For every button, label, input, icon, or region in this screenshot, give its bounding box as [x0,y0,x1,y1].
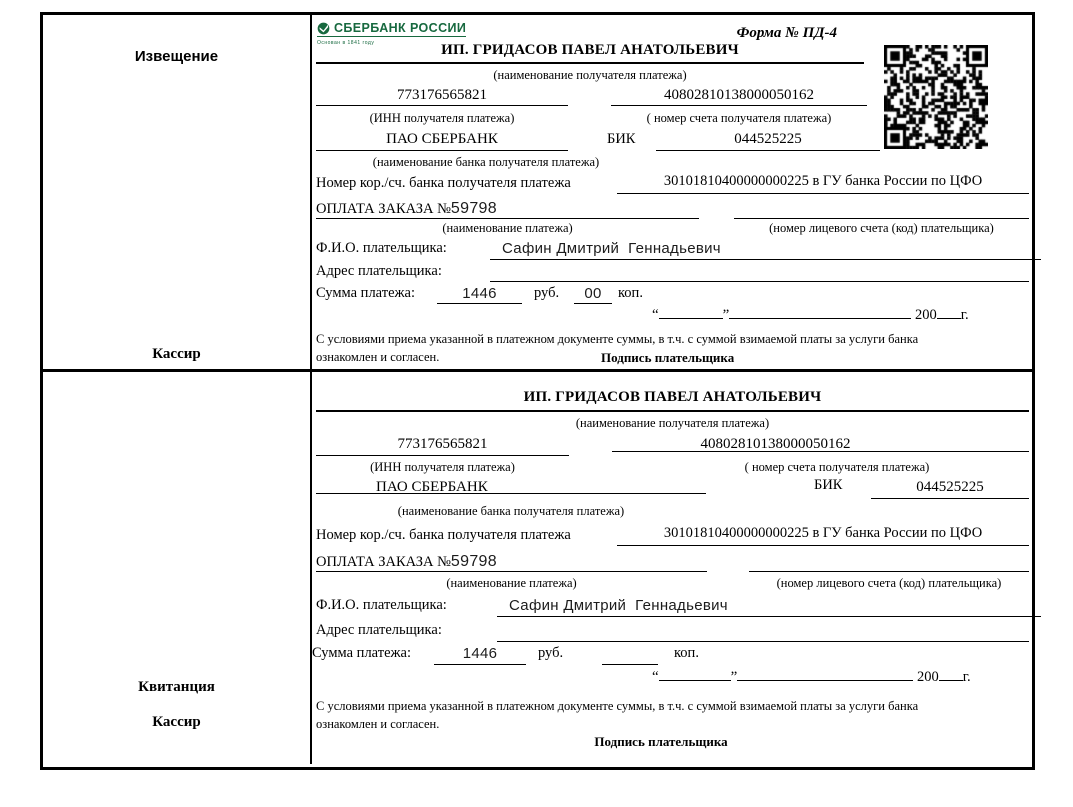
payer-address-field[interactable] [490,263,1029,282]
account-caption: ( номер счета получателя платежа) [744,460,930,474]
terms-line2: ознакомлен и согласен. [316,717,440,731]
recipient-caption: (наименование получателя платежа) [493,68,687,82]
close-quote: ” [722,307,730,323]
kop-label: коп. [618,285,643,301]
payer-signature-label: Подпись плательщика [594,734,728,749]
cashier-label-2: Кассир [152,714,201,730]
inn-caption: (ИНН получателя платежа) [370,460,515,474]
date-month-blank[interactable] [729,305,911,319]
payer-account-underline [734,218,1029,219]
bank-caption: (наименование банка получателя платежа) [372,155,600,169]
sum-kop-field[interactable]: 00 [574,285,612,304]
bik-field[interactable]: 044525225 [871,479,1029,499]
corr-account-field[interactable]: 30101810400000000225 в ГУ банка России по ЦФО [617,173,1029,194]
recipient-name: ИП. ГРИДАСОВ ПАВЕЛ АНАТОЛЬЕВИЧ [316,389,1029,412]
receipt-side-label: Квитанция [138,679,215,695]
year-blank[interactable] [939,667,963,681]
account-field[interactable]: 40802810138000050162 [611,87,867,106]
year-prefix: 200 [916,669,939,685]
bank-name-field[interactable]: ПАО СБЕРБАНК [316,479,706,494]
payer-account-caption: (номер лицевого счета (код) плательщика) [769,221,994,235]
sum-label: Сумма платежа: [316,285,415,301]
payment-purpose [316,200,497,218]
account-field[interactable]: 40802810138000050162 [612,436,1029,452]
payer-account-caption: (номер лицевого счета (код) плательщика) [776,576,1002,590]
year-suffix: г. [960,307,969,323]
sum-label: Сумма платежа: [312,645,411,661]
order-number[interactable]: 59798 [450,553,497,570]
kop-label: коп. [674,645,699,661]
sberbank-logo-text: СБЕРБАНК РОССИИ [334,21,467,35]
date-day-blank[interactable] [659,305,723,319]
close-quote: ” [730,669,738,685]
payment-purpose [316,553,497,571]
terms-block [316,697,1022,733]
cashier-label: Кассир [152,346,201,362]
open-quote: “ [652,307,659,323]
sberbank-logo-tagline: Основан в 1841 году [317,40,375,46]
recipient-caption: (наименование получателя платежа) [575,416,770,430]
sberbank-circle-icon [317,22,330,35]
terms-line1: С условиями приема указанной в платежном документе суммы, в т.ч. с суммой взимаемой платы за услуги банка [316,699,919,713]
terms-line1: С условиями приема указанной в платежном документе суммы, в т.ч. с суммой взимаемой платы за услуги банка [316,332,919,346]
receipt-side-column [43,372,312,764]
notice-form-area [312,15,1032,369]
bank-name-field[interactable]: ПАО СБЕРБАНК [316,131,568,151]
payment-qr-code [884,45,988,149]
payer-address-label: Адрес плательщика: [316,622,442,638]
inn-field[interactable]: 773176565821 [316,436,569,456]
bik-label: БИК [814,477,843,493]
notice-side-column [43,15,312,369]
sum-kop-field[interactable] [602,645,658,665]
form-number-label: Форма № ПД-4 [736,25,837,41]
payer-name-label: Ф.И.О. плательщика: [316,240,447,256]
bik-label: БИК [607,131,636,147]
date-line [652,667,1030,686]
bik-field[interactable]: 044525225 [656,131,880,151]
recipient-name: ИП. ГРИДАСОВ ПАВЕЛ АНАТОЛЬЕВИЧ [316,42,864,64]
order-label: ОПЛАТА ЗАКАЗА № [316,201,451,217]
payment-name-caption: (наименование платежа) [442,221,573,235]
corr-account-label: Номер кор./сч. банка получателя платежа [316,175,571,191]
rub-label: руб. [534,285,560,301]
year-prefix: 200 [914,307,937,323]
terms-line2: ознакомлен и согласен. [316,350,440,364]
date-line [652,305,1030,324]
sum-rub-field[interactable]: 1446 [434,645,526,665]
date-day-blank[interactable] [659,667,731,681]
payer-address-label: Адрес плательщика: [316,263,442,279]
payer-account-underline [749,571,1029,572]
corr-account-label: Номер кор./сч. банка получателя платежа [316,527,571,543]
notice-section [43,15,1032,372]
bank-caption: (наименование банка получателя платежа) [397,504,625,518]
corr-account-field[interactable]: 30101810400000000225 в ГУ банка России по ЦФО [617,525,1029,546]
rub-label: руб. [538,645,564,661]
payer-name-field[interactable]: Сафин Дмитрий Геннадьевич [497,597,1041,617]
order-number[interactable]: 59798 [450,200,497,217]
year-blank[interactable] [937,305,961,319]
payer-signature-label: Подпись плательщика [601,350,735,365]
notice-side-label: Извещение [134,48,219,65]
payer-name-label: Ф.И.О. плательщика: [316,597,447,613]
inn-field[interactable]: 773176565821 [316,87,568,106]
inn-caption: (ИНН получателя платежа) [369,111,515,125]
receipt-section [43,372,1032,764]
open-quote: “ [652,669,659,685]
receipt-form-area [312,372,1032,764]
account-caption: ( номер счета получателя платежа) [646,111,832,125]
order-label: ОПЛАТА ЗАКАЗА № [316,554,451,570]
year-suffix: г. [962,669,971,685]
sum-rub-field[interactable]: 1446 [437,285,522,304]
payer-address-field[interactable] [497,622,1029,642]
payment-name-caption: (наименование платежа) [446,576,577,590]
date-month-blank[interactable] [737,667,913,681]
payment-name-underline [316,571,707,572]
payer-name-field[interactable]: Сафин Дмитрий Геннадьевич [490,240,1041,260]
payment-name-underline [316,218,699,219]
terms-block [316,330,1022,366]
document-frame [40,12,1035,770]
